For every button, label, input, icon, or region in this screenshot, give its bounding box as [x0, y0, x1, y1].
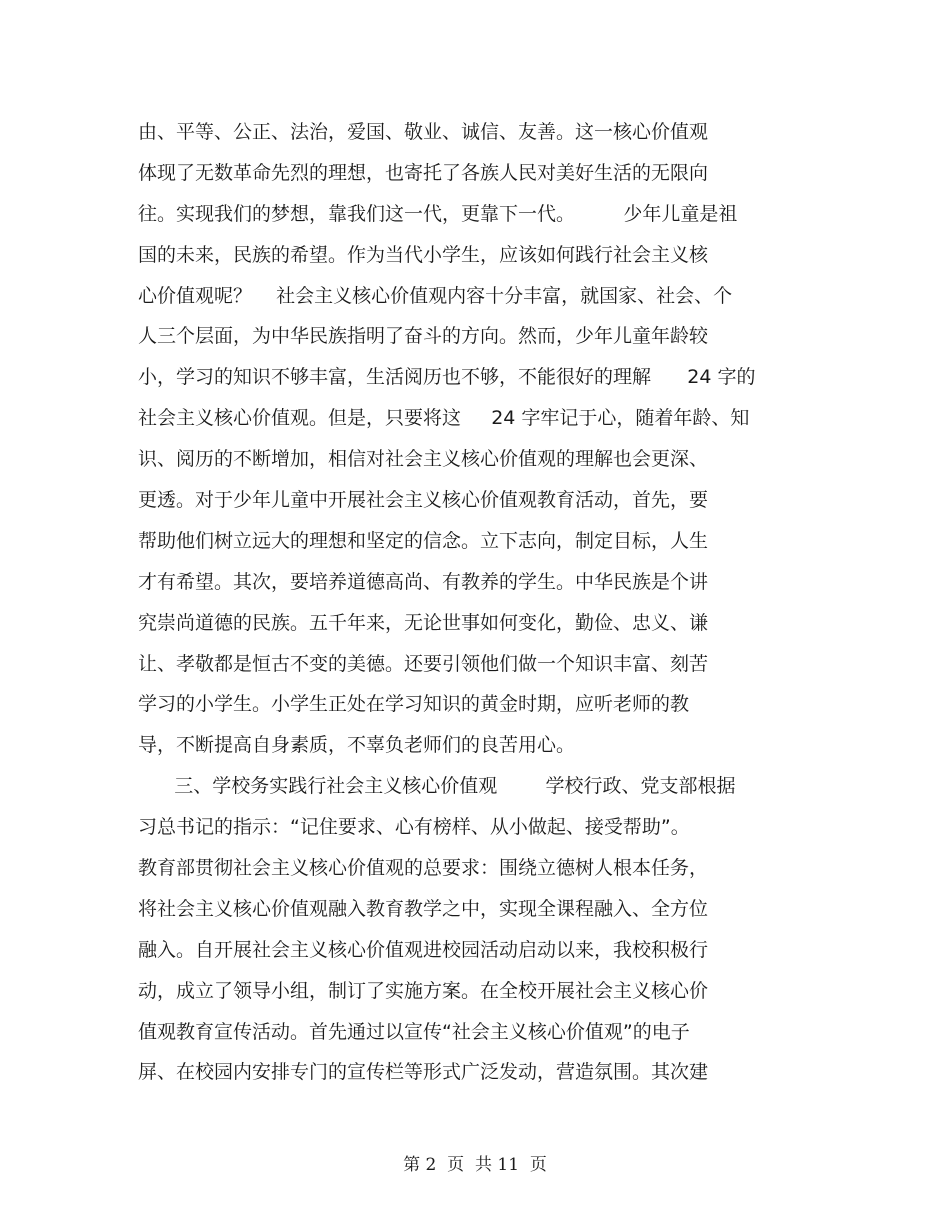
- text-line: 心价值观呢？ 社会主义核心价值观内容十分丰富，就国家、社会、个: [138, 284, 733, 307]
- text-line: 究崇尚道德的民族。五千年来，无论世事如何变化，勤俭、忠义、谦: [138, 611, 709, 634]
- text-line: 习总书记的指示：“记住要求、心有榜样、从小做起、接受帮助”。: [138, 816, 690, 839]
- text-line: 体现了无数革命先烈的理想，也寄托了各族人民对美好生活的无限向: [138, 161, 709, 184]
- text-line: 三、学校务实践行社会主义核心价值观 学校行政、党支部根据: [138, 775, 736, 798]
- text-line: 社会主义核心价值观。但是，只要将这 24 字牢记于心，随着年龄、知: [138, 407, 750, 430]
- text-line: 让、孝敬都是恒古不变的美德。还要引领他们做一个知识丰富、刻苦: [138, 652, 709, 675]
- text-line: 由、平等、公正、法治，爱国、敬业、诚信、友善。这一核心价值观: [138, 121, 709, 143]
- text-line: 才有希望。其次，要培养道德高尚、有教养的学生。中华民族是个讲: [138, 570, 709, 593]
- text-line: 融入。自开展社会主义核心价值观进校园活动启动以来，我校积极行: [138, 938, 709, 961]
- text-line: 屏、在校园内安排专门的宣传栏等形式广泛发动，营造氛围。其次建: [138, 1061, 709, 1084]
- page-footer: 第 2 页 共 11 页: [403, 1155, 547, 1175]
- text-line: 教育部贯彻社会主义核心价值观的总要求：围绕立德树人根本任务，: [138, 857, 709, 880]
- text-line: 导，不断提高自身素质，不辜负老师们的良苦用心。: [138, 734, 576, 757]
- text-line: 小，学习的知识不够丰富，生活阅历也不够，不能很好的理解 24 字的: [138, 366, 756, 389]
- text-line: 往。实现我们的梦想，靠我们这一代，更靠下一代。 少年儿童是祖: [138, 202, 738, 225]
- text-line: 人三个层面，为中华民族指明了奋斗的方向。然而，少年儿童年龄较: [138, 325, 709, 348]
- text-line: 学习的小学生。小学生正处在学习知识的黄金时期，应听老师的教: [138, 693, 690, 716]
- text-line: 更透。对于少年儿童中开展社会主义核心价值观教育活动，首先，要: [138, 489, 709, 512]
- text-line: 帮助他们树立远大的理想和坚定的信念。立下志向，制定目标，人生: [138, 529, 709, 552]
- text-line: 国的未来，民族的希望。作为当代小学生，应该如何践行社会主义核: [138, 243, 709, 266]
- text-line: 动，成立了领导小组，制订了实施方案。在全校开展社会主义核心价: [138, 979, 709, 1002]
- text-line: 将社会主义核心价值观融入教育教学之中，实现全课程融入、全方位: [138, 897, 709, 920]
- text-line: 值观教育宣传活动。首先通过以宣传“社会主义核心价值观”的电子: [138, 1020, 690, 1043]
- body-text: [138, 112, 818, 1093]
- text-line: 识、阅历的不断增加，相信对社会主义核心价值观的理解也会更深、: [138, 448, 709, 471]
